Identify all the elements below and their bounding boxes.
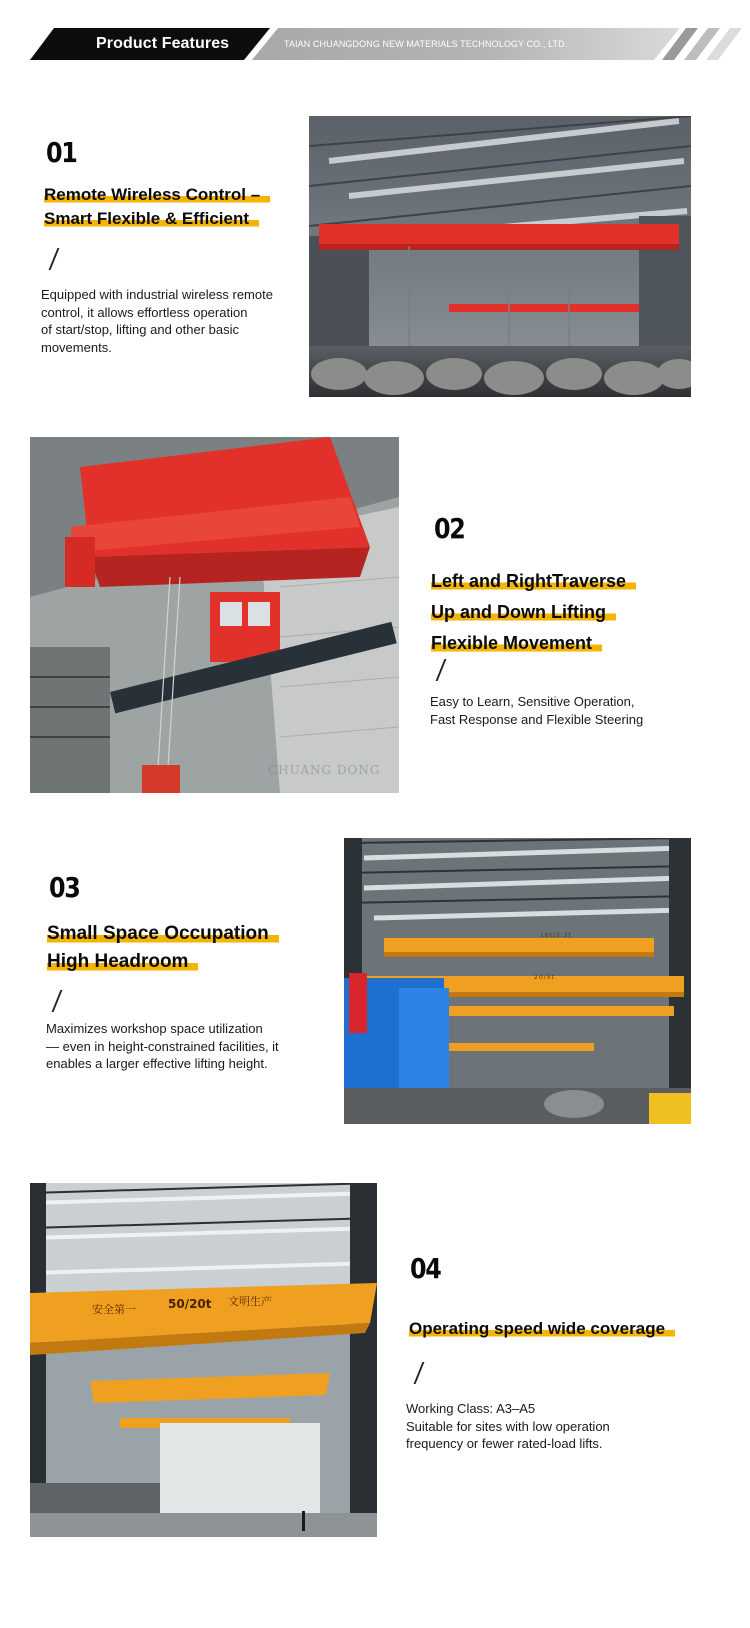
feature-description [46,1020,279,1073]
feature-heading [44,183,270,231]
feature-number: 03 [49,871,80,904]
crane-photo-cabin-red [30,437,399,793]
description-line: — even in height-constrained facilities, it [46,1038,279,1054]
feature-heading [409,1316,675,1342]
feature-description [406,1400,610,1453]
feature-heading-line: Small Space Occupation [47,923,279,944]
feature-heading-line: Up and Down Lifting [431,602,616,622]
slash-divider [414,1362,425,1384]
description-line: Maximizes workshop space utilization [46,1021,263,1036]
feature-heading-line: High Headroom [47,951,198,972]
description-line: enables a larger effective lifting height. [46,1056,268,1071]
beam-text: 文明生产 [228,1295,272,1308]
section-banner [30,28,730,60]
feature-heading-line: Operating speed wide coverage [409,1319,675,1338]
crane-photo-workshop-red [309,116,691,397]
feature-heading-line: Left and RightTraverse [431,571,636,591]
description-line: Equipped with industrial wireless remote [41,287,273,302]
feature-heading [47,920,279,976]
description-line: Fast Response and Flexible Steering [430,711,644,727]
feature-heading-line: Remote Wireless Control – [44,185,270,204]
feature-heading-line: Smart Flexible & Efficient [44,209,259,228]
crane-photo-workshop-yellow [344,838,691,1124]
crane-plate-label: 16t/3.2t [540,932,572,939]
description-line: Easy to Learn, Sensitive Operation, [430,694,635,709]
slash-divider [49,248,60,270]
description-line: Suitable for sites with low operation [406,1418,610,1434]
banner-title: Product Features [96,35,230,52]
slash-divider [436,659,447,681]
feature-description [41,286,273,356]
feature-number: 04 [410,1252,441,1285]
banner-company-name: TAIAN CHUANGDONG NEW MATERIALS TECHNOLOGY CO., LTD. [284,39,568,49]
description-line: control, it allows effortless operation [41,304,248,320]
feature-number: 01 [46,136,77,169]
description-line: of start/stop, lifting and other basic [41,322,239,337]
description-line: movements. [41,339,112,355]
description-line: Working Class: A3–A5 [406,1401,536,1416]
photo-watermark: CHUANG DONG [268,763,381,777]
description-line: frequency or fewer rated-load lifts. [406,1436,603,1451]
beam-text: 安全第一 [92,1303,136,1316]
feature-heading-line: Flexible Movement [431,633,602,653]
feature-number: 02 [434,512,465,545]
feature-heading [431,566,636,659]
crane-plate-label: 20/5t [534,974,555,981]
beam-text: 50/20t [168,1297,212,1311]
slash-divider [52,990,63,1012]
feature-description [430,693,643,728]
crane-photo-orange-beams [30,1183,377,1537]
